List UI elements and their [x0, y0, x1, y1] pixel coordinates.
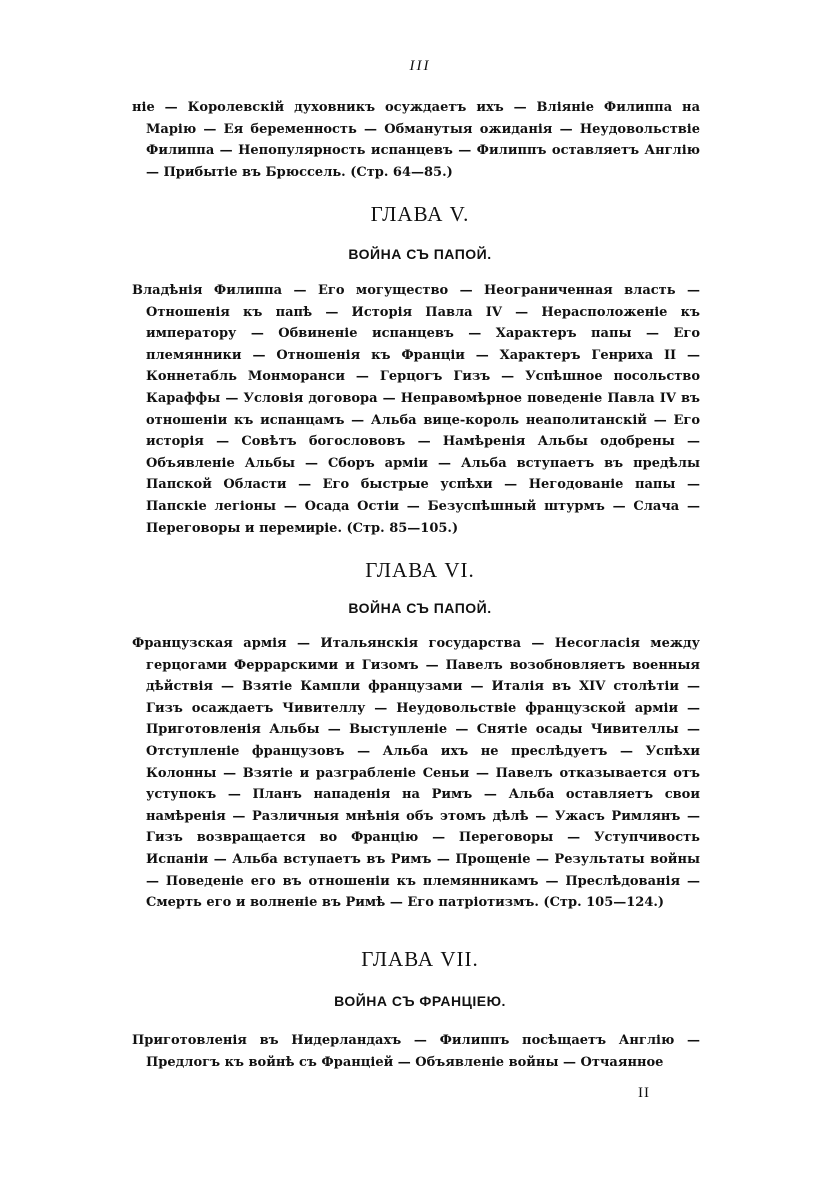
chapter-7-summary-text: Приготовленія въ Нидерландахъ — Филиппъ посѣщаетъ Англію — Предлогъ къ войнѣ съ Франціей — Объявленіе войны — Отчаянное: [132, 1033, 700, 1070]
chapter-5-summary-text: Владѣнія Филиппа — Его могущество — Неограниченная власть — Отношенія къ папѣ — Исторія Павла IV — Нерасположеніе къ императору — Обвиненіе испанцевъ — Характеръ папы — Его племянники — Отношенія къ Франціи — Характеръ Генриха II — Коннетабль Монморанси — Герцогъ Гизъ — Успѣшное посольство Караффы — Условія договора — Неправомѣрное поведеніе Павла IV въ отношеніи къ испанцамъ — Альба вице-король неаполитанскій — Его исторія — Совѣтъ богослововъ — Намѣренія Альбы одобрены — Объявленіе Альбы — Сборъ арміи — Альба вступаетъ въ предѣлы Папской Области — Его быстрые успѣхи — Негодованіе папы — Папскіе легіоны — Осада Остіи — Безуспѣшный штурмъ — Слача — Переговоры и перемиріе. (Стр. 85—105.): [132, 283, 700, 536]
chapter-6-heading: ГЛАВА VI.: [365, 558, 475, 582]
chapter-5-title: ВОЙНА СЪ ПАПОЙ.: [348, 246, 492, 262]
continuation-text: ніе — Королевскій духовникъ осуждаетъ ихъ — Вліяніе Филиппа на Марію — Ея беременность — Обманутыя ожиданія — Неудовольствіе Филиппа — Непопулярность испанцевъ — Филиппъ оставляетъ Англію — Прибытіе въ Брюссель. (Стр. 64—85.): [132, 100, 700, 180]
chapter-6-summary-text: Французская армія — Итальянскія государства — Несогласія между герцогами Феррарскими и Гизомъ — Павелъ возобновляетъ военныя дѣйствія — Взятіе Кампли французами — Италія въ XIV столѣтіи — Гизъ осаждаетъ Чивителлу — Неудовольствіе французской арміи — Приготовленія Альбы — Выступленіе — Снятіе осады Чивителлы — Отступленіе французовъ — Альба ихъ не преслѣдуетъ — Успѣхи Колонны — Взятіе и разграбленіе Сеньи — Павелъ отказывается отъ уступокъ — Планъ нападенія на Римъ — Альба оставляетъ свои намѣренія — Различныя мнѣнія объ этомъ дѣлѣ — Ужасъ Римлянъ — Гизъ возвращается во Францію — Переговоры — Уступчивость Испаніи — Альба вступаетъ въ Римъ — Прощеніе — Результаты войны — Поведеніе его въ отношеніи къ племянникамъ — Преслѣдованія — Смерть его и волненіе въ Римѣ — Его патріотизмъ. (Стр. 105—124.): [132, 636, 700, 911]
chapter-7-title: ВОЙНА СЪ ФРАНЦІЕЮ.: [334, 993, 506, 1009]
chapter-5-summary: [132, 280, 700, 539]
chapter-7-summary: [132, 1030, 700, 1073]
signature-mark: II: [638, 1085, 650, 1101]
chapter-5-heading: ГЛАВА V.: [370, 202, 470, 226]
chapter-7-heading: ГЛАВА VII.: [361, 947, 479, 971]
continuation-paragraph: [132, 97, 700, 183]
chapter-6-title: ВОЙНА СЪ ПАПОЙ.: [348, 600, 492, 616]
page-number: III: [409, 58, 431, 74]
chapter-6-summary: [132, 633, 700, 914]
